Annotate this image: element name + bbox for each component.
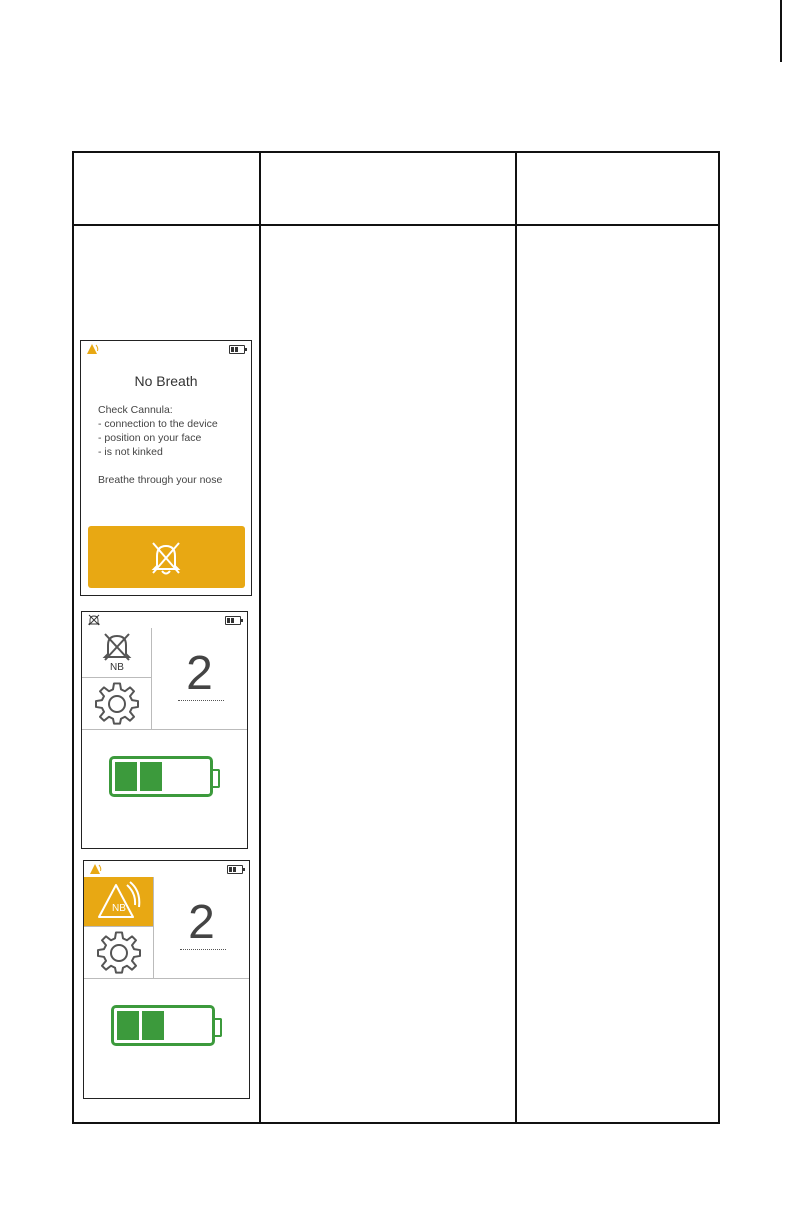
alert-home-screen — [83, 860, 250, 1099]
table-column-divider — [515, 153, 517, 1122]
settings-tile[interactable] — [84, 927, 154, 979]
instruction-line: Breathe through your nose — [98, 474, 223, 486]
flow-setting-tile[interactable] — [154, 877, 249, 979]
alarm-title: No Breath — [134, 373, 198, 389]
trim-line — [780, 0, 782, 62]
silence-alarm-button[interactable] — [88, 526, 245, 588]
alarm-tile-label: NB — [110, 662, 124, 673]
warning-triangle-icon — [86, 343, 100, 355]
flow-indicator — [180, 949, 226, 950]
no-breath-alarm-screen — [80, 340, 252, 596]
warning-triangle-icon — [89, 863, 103, 875]
status-bar — [81, 341, 251, 357]
flow-setting-value: 2 — [186, 647, 213, 700]
bell-muted-icon — [148, 539, 184, 577]
no-breath-alert-icon — [96, 881, 142, 923]
gear-icon — [95, 682, 139, 726]
settings-tile[interactable] — [82, 678, 152, 730]
instruction-line: - position on your face — [98, 432, 202, 444]
flow-indicator — [178, 700, 224, 701]
flow-setting-tile[interactable] — [152, 628, 247, 730]
alarm-status-tile[interactable] — [82, 628, 152, 678]
bell-muted-icon — [100, 631, 134, 663]
status-bar — [84, 861, 249, 877]
alarm-status-tile[interactable] — [84, 877, 154, 927]
table-column-divider — [259, 153, 261, 1122]
battery-indicator-icon — [225, 616, 241, 625]
instruction-line: - is not kinked — [98, 446, 163, 458]
battery-level-icon — [111, 1005, 215, 1046]
muted-home-screen — [81, 611, 248, 849]
status-bar — [82, 612, 247, 628]
battery-indicator-icon — [229, 345, 245, 354]
alarm-instructions — [98, 403, 222, 487]
table-header-rule — [74, 224, 718, 226]
instruction-line: - connection to the device — [98, 418, 218, 430]
battery-indicator-icon — [227, 865, 243, 874]
bell-muted-icon — [87, 614, 101, 626]
alarm-tile-label: NB — [112, 903, 126, 914]
instruction-line: Check Cannula: — [98, 404, 173, 416]
flow-setting-value: 2 — [188, 896, 215, 949]
battery-level-icon — [109, 756, 213, 797]
gear-icon — [97, 931, 141, 975]
